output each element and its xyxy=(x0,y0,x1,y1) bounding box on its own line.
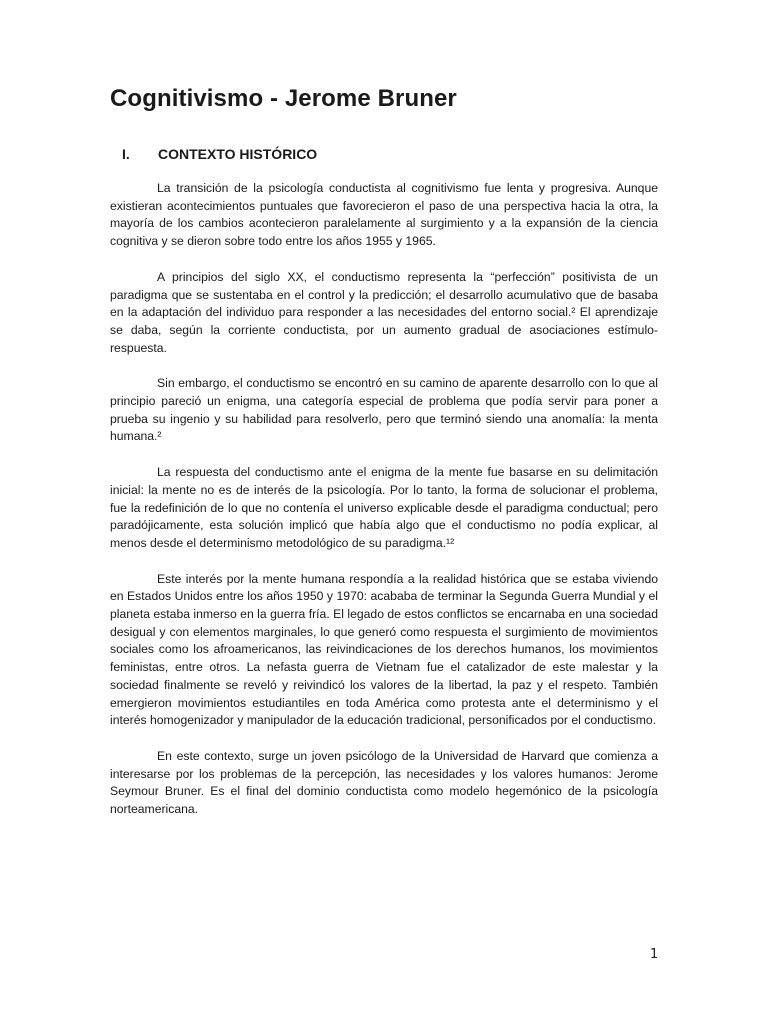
document-title: Cognitivismo - Jerome Bruner xyxy=(110,85,457,112)
page-number: 1 xyxy=(650,947,659,962)
paragraph: Este interés por la mente humana respondía a la realidad histórica que se estaba viviendo en Estados Unidos entre los años 1950 y 1970: acababa de terminar la Segunda Guerra Mundial y el planeta estaba inmerso en la guerra fría. El legado de estos conflictos se encarnaba en una sociedad desigual y con elementos marginales, lo que generó como respuesta el surgimiento de movimientos sociales como los afroamericanos, las reivindicaciones de los derechos humanos, los movimientos feministas, entre otros. La nefasta guerra de Vietnam fue el catalizador de este malestar y la sociedad finalmente se reveló y reivindicó los valores de la libertad, la paz y el respeto. También emergieron movimientos estudiantiles en toda América como protesta ante el determinismo y el interés homogenizador y manipulador de la educación tradicional, personificados por el conductismo. xyxy=(110,571,658,728)
paragraph: La transición de la psicología conductista al cognitivismo fue lenta y progresiva. Aunque existieran acontecimientos puntuales que favorecieron el paso de una perspectiva hacia la otra, la mayoría de los cambios acontecieron paralelamente al surgimiento y a la expansión de la ciencia cognitiva y se dieron sobre todo entre los años 1955 y 1965. xyxy=(110,181,658,249)
paragraph: Sin embargo, el conductismo se encontró en su camino de aparente desarrollo con lo que al principio pareció un enigma, una categoría especial de problema que podía servir para poner a prueba su ingenio y su habilidad para resolverlo, pero que terminó siendo una anomalía: la menta humana.² xyxy=(110,376,658,444)
section-heading xyxy=(122,146,317,162)
paragraph: En este contexto, surge un joven psicólogo de la Universidad de Harvard que comienza a interesarse por los problemas de la percepción, las necesidades y los valores humanos: Jerome Seymour Bruner. Es el final del dominio conductista como modelo hegemónico de la psicología norteamericana. xyxy=(110,748,658,817)
paragraph: La respuesta del conductismo ante el enigma de la mente fue basarse en su delimitación inicial: la mente no es de interés de la psicología. Por lo tanto, la forma de solucionar el problema, fue la redefinición de lo que no contenía el universo explicable desde el paradigma conductual; pero paradójicamente, esta solución implicó que había algo que el conductismo no podía explicar, al menos desde el determinismo metodológico de su paradigma.¹² xyxy=(110,465,658,550)
section-number: I. xyxy=(122,146,130,162)
body-text xyxy=(110,180,658,837)
paragraph: A principios del siglo XX, el conductismo representa la “perfección” positivista de un paradigma que se sustentaba en el control y la predicción; el desarrollo acumulativo que de basaba en la adaptación del individuo para responder a las necesidades del entorno social.² El aprendizaje se daba, según la corriente conductista, por un aumento gradual de asociaciones estímulo-respuesta. xyxy=(110,269,658,355)
section-heading-text: CONTEXTO HISTÓRICO xyxy=(158,146,318,162)
